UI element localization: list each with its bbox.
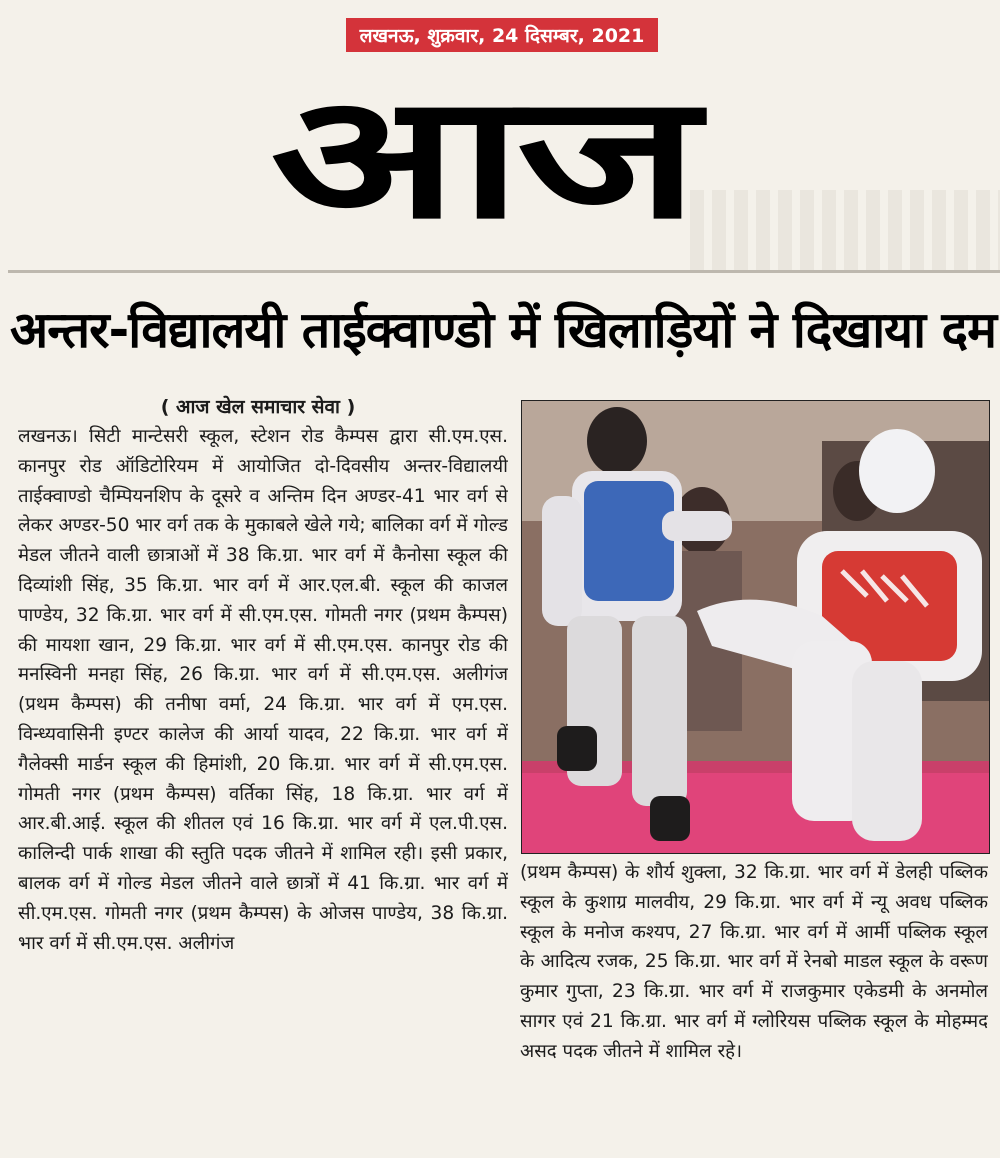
newspaper-masthead: आज bbox=[270, 57, 694, 257]
article-column-left: लखनऊ। सिटी मान्टेसरी स्कूल, स्टेशन रोड कैम्पस द्वारा सी.एम.एस. कानपुर रोड ऑडिटोरियम में आयोजित दो-दिवसीय अन्तर-विद्यालयी ताईक्वाण्डो चैम्पियनशिप के दूसरे व अन्तिम दिन अण्डर-41 भार वर्ग से लेकर अण्डर-50 भार वर्ग तक के मुकाबले खेले गये; बालिका वर्ग में गोल्ड मेडल जीतने वाली छात्राओं में 38 कि.ग्रा. भार वर्ग में कैनोसा स्कूल की दिव्यांशी सिंह, 35 कि.ग्रा. भार वर्ग में आर.एल.बी. स्कूल की काजल पाण्डेय, 32 कि.ग्रा. भार वर्ग में सी.एम.एस. गोमती नगर (प्रथम कैम्पस) की मायशा खान, 29 कि.ग्रा. भार वर्ग में सी.एम.एस. कानपुर रोड की मनस्विनी मनहा सिंह, 26 कि.ग्रा. भार वर्ग में सी.एम.एस. अलीगंज (प्रथम कैम्पस) की तनीषा वर्मा, 24 कि.ग्रा. भार वर्ग में एम.एस. विन्ध्यवासिनी इण्टर कालेज की आर्या यादव, 22 कि.ग्रा. भार वर्ग में गैलेक्सी मार्डन स्कूल की हिमांशी, 20 कि.ग्रा. भार वर्ग में सी.एम.एस. गोमती नगर (प्रथम कैम्पस) वर्तिका सिंह, 18 कि.ग्रा. भार वर्ग में आर.बी.आई. स्कूल की शीतल एवं 16 कि.ग्रा. भार वर्ग में एल.पी.एस. कालिन्दी पार्क शाखा की स्तुति पदक जीतने में शामिल रही। इसी प्रकार, बालक वर्ग में गोल्ड मेडल जीतने वाले छात्रों में 41 कि.ग्रा. भार वर्ग में सी.एम.एस. गोमती नगर (प्रथम कैम्पस) के ओजस पाण्डेय, 38 कि.ग्रा. भार वर्ग में सी.एम.एस. अलीगंज bbox=[18, 426, 508, 954]
byline: ( आज खेल समाचार सेवा ) bbox=[160, 396, 356, 418]
dateline: लखनऊ, शुक्रवार, 24 दिसम्बर, 2021 bbox=[346, 18, 658, 52]
taekwondo-photo bbox=[521, 400, 990, 854]
article-headline: अन्तर-विद्यालयी ताईक्वाण्डो में खिलाड़ियों ने दिखाया दम bbox=[10, 301, 996, 359]
article-column-right: (प्रथम कैम्पस) के शौर्य शुक्ला, 32 कि.ग्रा. भार वर्ग में डेलही पब्लिक स्कूल के कुशाग्र मालवीय, 29 कि.ग्रा. भार वर्ग में न्यू अवध पब्लिक स्कूल के मनोज कश्यप, 27 कि.ग्रा. भार वर्ग में आर्मी पब्लिक स्कूल के आदित्य रजक, 25 कि.ग्रा. भार वर्ग में रेनबो माडल स्कूल के वरूण कुमार गुप्ता, 23 कि.ग्रा. भार वर्ग में राजकुमार एकेडमी के अनमोल सागर एवं 21 कि.ग्रा. भार वर्ग में ग्लोरियस पब्लिक स्कूल के मोहम्मद असद पदक जीतने में शामिल रहे। bbox=[520, 862, 988, 1062]
divider bbox=[8, 270, 1000, 273]
